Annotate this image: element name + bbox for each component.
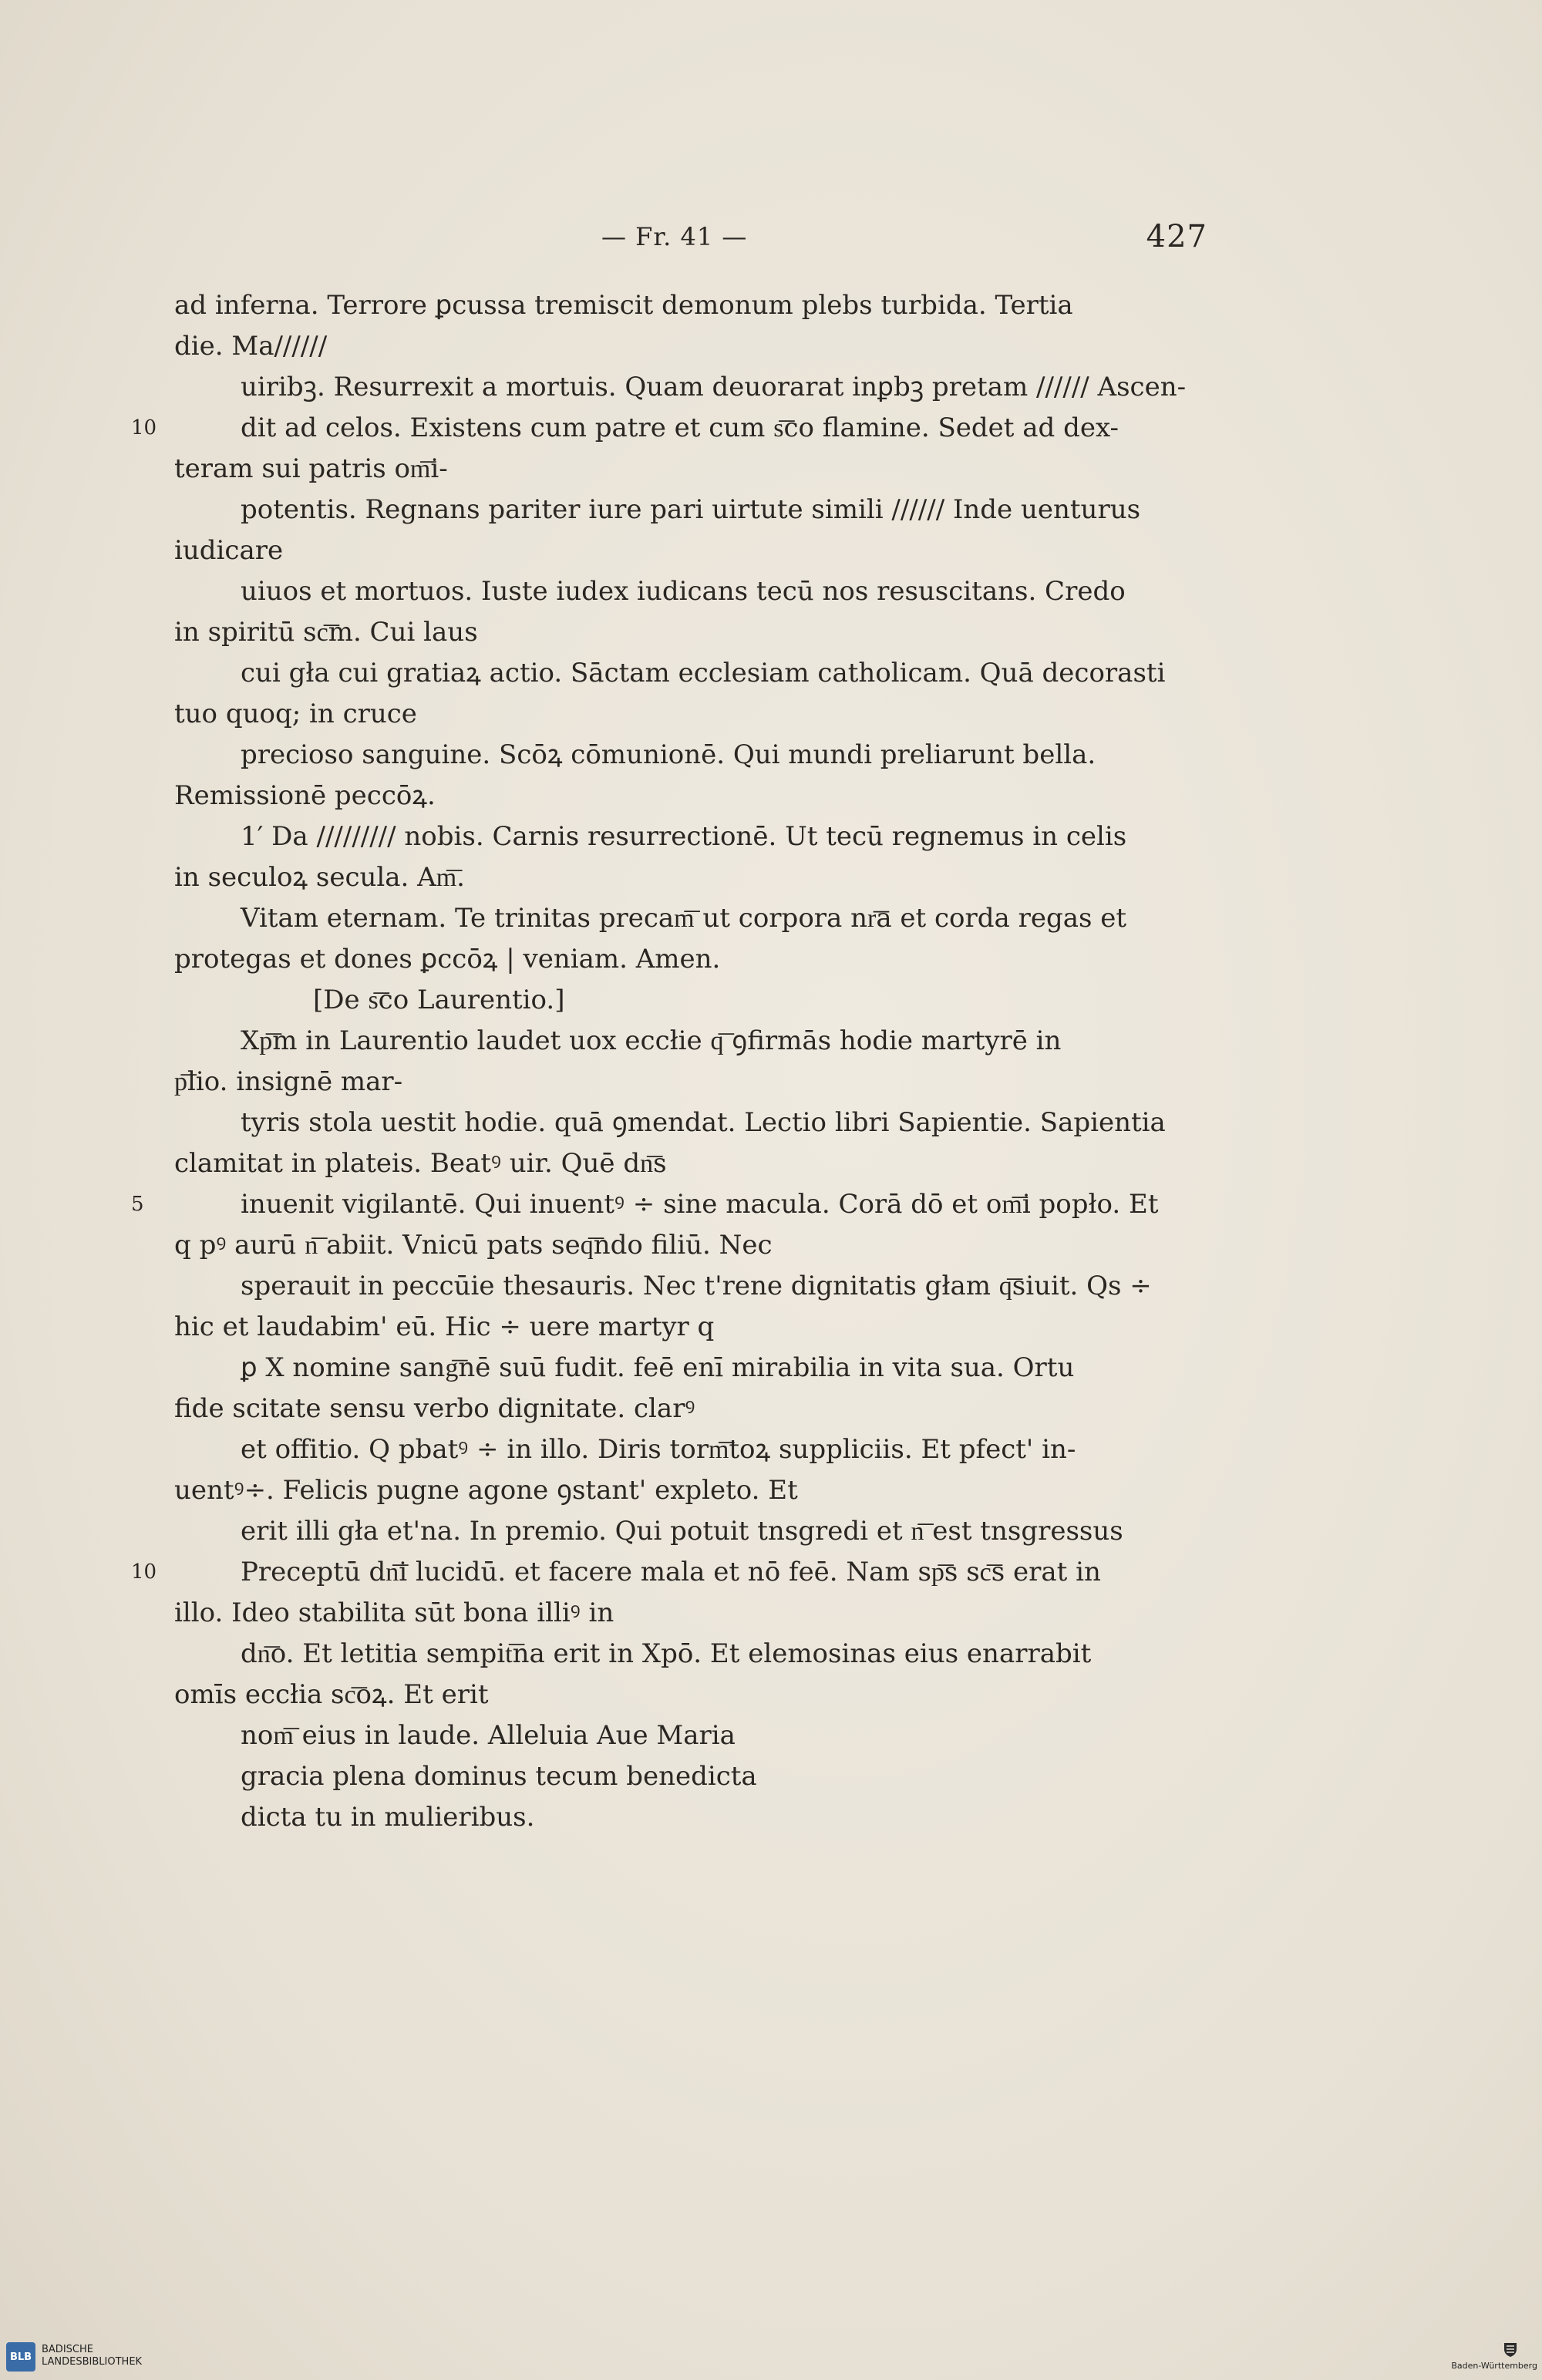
line-number: 10 xyxy=(131,416,157,439)
line-text: et offitio. Q pbatꝰ ÷ in illo. Diris torm͞toꝝ suppliciis. Et pfect' in- xyxy=(241,1434,1076,1465)
line-text: dicta tu in mulieribus. xyxy=(241,1802,535,1833)
line-text: in seculoꝝ secula. Am͞. xyxy=(174,862,465,893)
text-line xyxy=(174,776,1207,816)
line-text: erit illi gła et'na. In premio. Qui potuit tnsgredi et n͞ est tnsgressus xyxy=(241,1516,1123,1547)
library-name: BADISCHE LANDESBIBLIOTHEK xyxy=(42,2344,143,2368)
text-line xyxy=(174,449,1207,490)
text-line xyxy=(174,1756,1207,1797)
line-text: ad inferna. Terrore ꝑcussa tremiscit demonum plebs turbida. Tertia xyxy=(174,290,1073,321)
line-text: uiribꝫ. Resurrexit a mortuis. Quam deuorarat inꝑbꝫ pretam ////// Ascen- xyxy=(241,372,1187,402)
text-line xyxy=(174,939,1207,980)
text-line xyxy=(174,1143,1207,1184)
line-number: 10 xyxy=(131,1560,157,1584)
text-line xyxy=(174,898,1207,939)
line-text: inuenit vigilantē. Qui inuentꝰ ÷ sine macula. Corā dō et om͞i popło. Et xyxy=(241,1189,1159,1220)
text-line xyxy=(174,1102,1207,1143)
line-text: tuo quoq; in cruce xyxy=(174,699,417,729)
text-line xyxy=(174,1470,1207,1511)
line-text: omīs eccłia sc͞oꝝ. Et erit xyxy=(174,1679,489,1710)
line-text: die. Ma////// xyxy=(174,331,328,362)
text-line xyxy=(174,1062,1207,1102)
line-text: ꝑ X nomine sang͞nē suū fudit. feē enī mirabilia in vita sua. Ortu xyxy=(241,1352,1075,1383)
line-text: fide scitate sensu verbo dignitate. clarꝰ xyxy=(174,1393,695,1424)
line-text: [De s͞co Laurentio.] xyxy=(313,985,565,1015)
text-line xyxy=(174,612,1207,653)
text-line xyxy=(174,694,1207,735)
text-line xyxy=(174,1634,1207,1675)
line-text: precioso sanguine. Scōꝝ cōmunionē. Qui mundi preliarunt bella. xyxy=(241,739,1096,770)
page-number: 427 xyxy=(1146,219,1207,254)
line-text: Vitam eternam. Te trinitas precam͞ ut corpora nr͞a et corda regas et xyxy=(241,903,1127,934)
text-line xyxy=(174,857,1207,898)
state-crest-icon xyxy=(1502,2341,1519,2358)
text-line xyxy=(174,285,1207,326)
text-line xyxy=(174,1348,1207,1389)
line-text: gracia plena dominus tecum benedicta xyxy=(241,1761,757,1792)
line-text: illo. Ideo stabilita sūt bona illiꝰ in xyxy=(174,1597,614,1628)
line-text: iudicare xyxy=(174,535,284,566)
text-line xyxy=(131,1184,1207,1225)
text-line xyxy=(174,367,1207,408)
text-line xyxy=(174,653,1207,694)
line-text: cui gła cui gratiaꝝ actio. Sāctam ecclesiam catholicam. Quā decorasti xyxy=(241,658,1166,688)
running-title: — Fr. 41 — xyxy=(601,222,748,251)
line-text: nom͞ eius in laude. Alleluia Aue Maria xyxy=(241,1720,736,1751)
text-line xyxy=(174,1307,1207,1348)
text-line xyxy=(174,490,1207,530)
text-line xyxy=(174,1429,1207,1470)
text-line xyxy=(174,1266,1207,1307)
text-line xyxy=(174,1021,1207,1062)
text-line xyxy=(174,1675,1207,1715)
text-line xyxy=(174,1389,1207,1429)
text-line xyxy=(174,816,1207,857)
line-text: tyris stola uestit hodie. quā ꝯmendat. Lectio libri Sapientie. Sapientia xyxy=(241,1107,1166,1138)
text-line xyxy=(174,530,1207,571)
line-text: Xp͞m in Laurentio laudet uox eccłie q͞ ꝯfirmās hodie martyrē in xyxy=(241,1025,1062,1056)
footer-bar xyxy=(0,2336,1542,2380)
line-text: teram sui patris om͞i- xyxy=(174,453,448,484)
line-text: q pꝰ aurū n͞ abiit. Vnicū pats seq͞ndo filiū. Nec xyxy=(174,1230,773,1261)
line-text: dit ad celos. Existens cum patre et cum s͞co flamine. Sedet ad dex- xyxy=(241,412,1119,443)
line-text: Preceptū dn͞i lucidū. et facere mala et nō feē. Nam sp͞s sc͞s erat in xyxy=(241,1557,1101,1587)
text-line xyxy=(131,1552,1207,1593)
library-logo-icon: BLB xyxy=(6,2342,35,2372)
line-text: clamitat in plateis. Beatꝰ uir. Quē dn͞s xyxy=(174,1148,667,1179)
text-line xyxy=(174,980,1207,1021)
line-text: Remissionē peccōꝝ. xyxy=(174,780,436,811)
body-text xyxy=(131,285,1207,1838)
line-text: uiuos et mortuos. Iuste iudex iudicans tecū nos resuscitans. Credo xyxy=(241,576,1126,607)
text-line xyxy=(174,326,1207,367)
text-line xyxy=(174,1797,1207,1838)
text-line xyxy=(174,1511,1207,1552)
text-line xyxy=(174,735,1207,776)
line-text: uentꝰ÷. Felicis pugne agone ꝯstant' expleto. Et xyxy=(174,1475,798,1506)
state-label: Baden-Württemberg xyxy=(1451,2361,1537,2371)
line-text: sperauit in peccūie thesauris. Nec t'rene dignitatis głam q͞siuit. Qs ÷ xyxy=(241,1271,1152,1301)
line-text: p͞lio. insignē mar- xyxy=(174,1066,403,1097)
text-line xyxy=(131,408,1207,449)
line-text: in spiritū sc͞m. Cui laus xyxy=(174,617,478,648)
line-text: hic et laudabim' eū. Hic ÷ uere martyr q xyxy=(174,1311,715,1342)
line-text: potentis. Regnans pariter iure pari uirtute simili ////// Inde uenturus xyxy=(241,494,1141,525)
line-number: 5 xyxy=(131,1193,144,1216)
text-line xyxy=(174,1593,1207,1634)
line-text: dn͞o. Et letitia sempit͞na erit in Xpō. Et elemosinas eius enarrabit xyxy=(241,1638,1092,1669)
running-header xyxy=(0,219,1542,256)
text-line xyxy=(174,1225,1207,1266)
line-text: protegas et dones ꝑccōꝝ | veniam. Amen. xyxy=(174,944,721,975)
text-line xyxy=(174,571,1207,612)
line-text: 1′ Da ///////// nobis. Carnis resurrectionē. Ut tecū regnemus in celis xyxy=(241,821,1127,852)
text-line xyxy=(174,1715,1207,1756)
